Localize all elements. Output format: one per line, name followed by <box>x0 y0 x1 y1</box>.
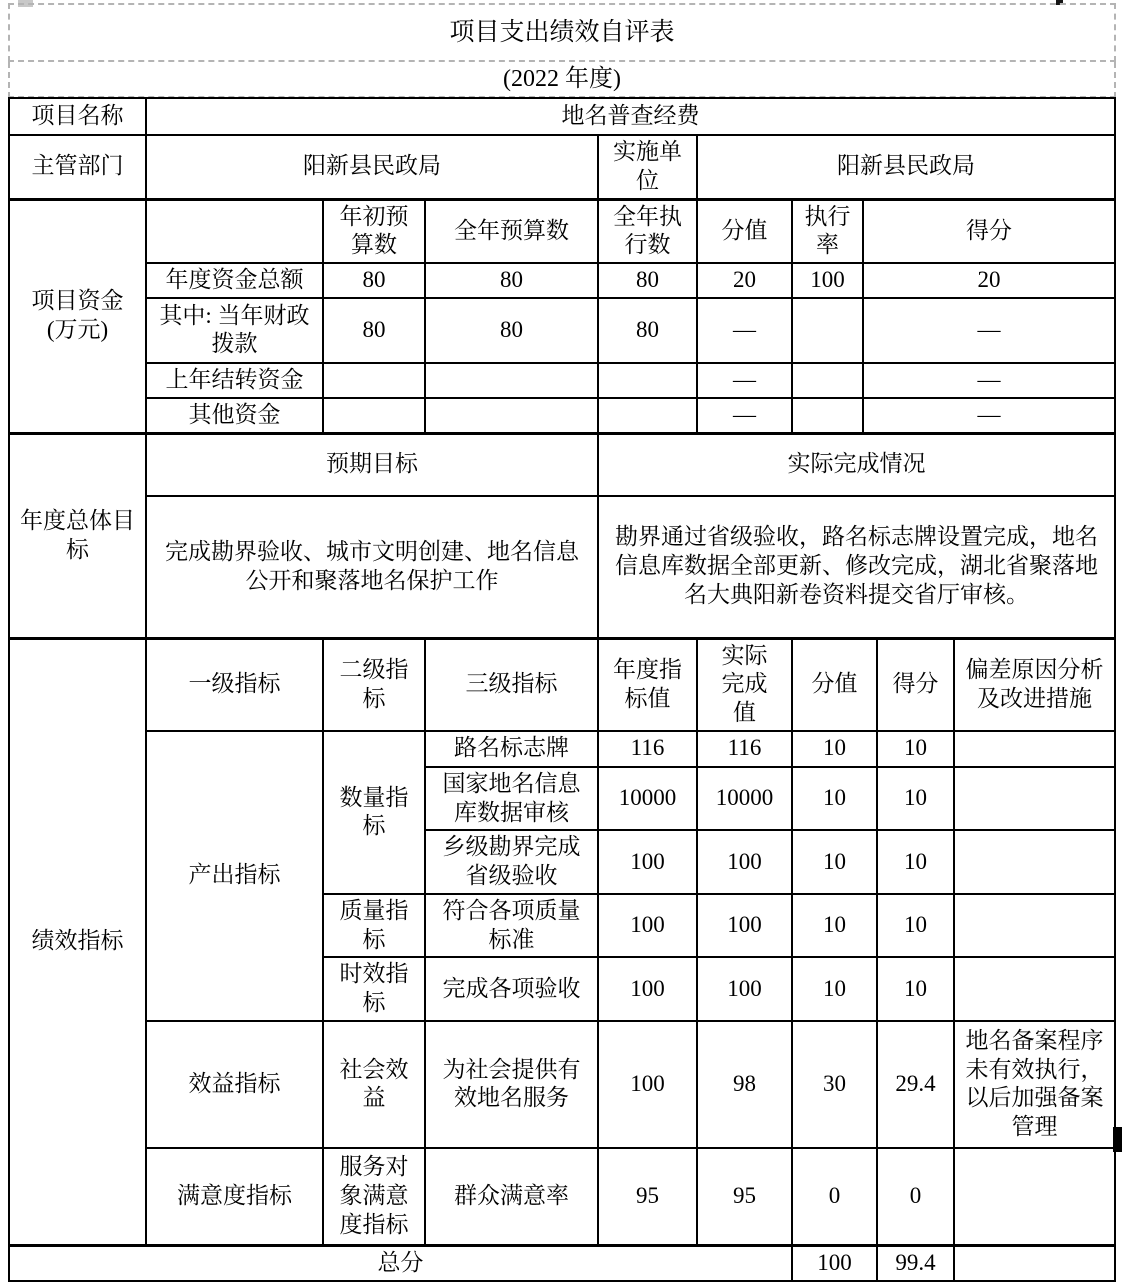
perf-group-benefit: 效益指标 <box>146 1021 323 1148</box>
funding-score: — <box>863 363 1115 398</box>
funding-col-rate: 执行率 <box>792 200 863 264</box>
goal-band <box>8 433 1116 639</box>
funding-band <box>8 199 1116 434</box>
performance-band <box>8 638 1116 1246</box>
perf-l3: 符合各项质量标准 <box>425 894 598 958</box>
table-wrapper <box>8 3 1116 1282</box>
perf-target: 116 <box>598 731 697 767</box>
perf-score: 10 <box>877 894 954 958</box>
perf-group-quality: 质量指标 <box>323 894 425 958</box>
funding-score: — <box>863 398 1115 433</box>
total-label: 总分 <box>9 1246 792 1281</box>
goal-expected-text: 完成勘界验收、城市文明创建、地名信息公开和聚落地名保护工作 <box>146 496 598 638</box>
dept-label: 主管部门 <box>9 135 146 199</box>
perf-l3: 群众满意率 <box>425 1148 598 1245</box>
perf-deviation <box>954 830 1115 894</box>
funding-score: — <box>863 298 1115 363</box>
goal-section-label: 年度总体目标 <box>9 434 146 638</box>
goal-actual-header: 实际完成情况 <box>598 434 1115 496</box>
funding-section-label: 项目资金 (万元) <box>9 200 146 433</box>
perf-actual: 10000 <box>697 767 792 831</box>
funding-col-executed: 全年执行数 <box>598 200 697 264</box>
total-weight: 100 <box>792 1246 877 1281</box>
funding-col-initial: 年初预算数 <box>323 200 425 264</box>
funding-empty-header <box>146 200 323 264</box>
funding-weight: — <box>697 363 792 398</box>
funding-weight: 20 <box>697 263 792 298</box>
perf-score: 10 <box>877 957 954 1021</box>
perf-actual: 116 <box>697 731 792 767</box>
funding-initial <box>323 363 425 398</box>
dept-value: 阳新县民政局 <box>146 135 598 199</box>
funding-col-weight: 分值 <box>697 200 792 264</box>
funding-executed: 80 <box>598 263 697 298</box>
perf-col-l2: 二级指标 <box>323 639 425 731</box>
perf-col-score: 得分 <box>877 639 954 731</box>
funding-weight: — <box>697 298 792 363</box>
funding-row-label: 年度资金总额 <box>146 263 323 298</box>
funding-rate: 100 <box>792 263 863 298</box>
perf-group-quantity: 数量指标 <box>323 731 425 894</box>
perf-actual: 98 <box>697 1021 792 1148</box>
perf-group-timeliness: 时效指标 <box>323 957 425 1021</box>
table-row <box>9 363 1115 398</box>
perf-score: 10 <box>877 830 954 894</box>
perf-l3: 完成各项验收 <box>425 957 598 1021</box>
funding-score: 20 <box>863 263 1115 298</box>
perf-l3: 国家地名信息库数据审核 <box>425 767 598 831</box>
total-score: 99.4 <box>877 1246 954 1281</box>
total-deviation-empty <box>954 1246 1115 1281</box>
perf-deviation: 地名备案程序未有效执行，以后加强备案管理 <box>954 1021 1115 1148</box>
project-name-value: 地名普查经费 <box>146 98 1115 135</box>
table-row <box>9 398 1115 433</box>
perf-col-l1: 一级指标 <box>146 639 323 731</box>
perf-weight: 10 <box>792 830 877 894</box>
funding-annual <box>425 363 598 398</box>
perf-group-satisfaction: 满意度指标 <box>146 1148 323 1245</box>
perf-deviation <box>954 731 1115 767</box>
performance-section-label: 绩效指标 <box>9 639 146 1245</box>
impl-unit-label: 实施单位 <box>598 135 697 199</box>
table-row <box>9 263 1115 298</box>
funding-initial <box>323 398 425 433</box>
funding-rate <box>792 363 863 398</box>
goal-expected-header: 预期目标 <box>146 434 598 496</box>
impl-unit-value: 阳新县民政局 <box>697 135 1115 199</box>
perf-l3: 乡级勘界完成省级验收 <box>425 830 598 894</box>
perf-deviation <box>954 767 1115 831</box>
perf-actual: 100 <box>697 894 792 958</box>
perf-target: 95 <box>598 1148 697 1245</box>
funding-weight: — <box>697 398 792 433</box>
perf-score: 10 <box>877 767 954 831</box>
doc-subtitle: (2022 年度) <box>9 61 1115 97</box>
perf-col-actual-text: 实际完成值 <box>721 642 768 725</box>
perf-target: 100 <box>598 957 697 1021</box>
perf-weight: 10 <box>792 894 877 958</box>
perf-col-weight: 分值 <box>792 639 877 731</box>
perf-col-deviation: 偏差原因分析及改进措施 <box>954 639 1115 731</box>
header-band <box>8 97 1116 200</box>
funding-rate <box>792 298 863 363</box>
doc-title: 项目支出绩效自评表 <box>9 4 1115 61</box>
funding-row-label: 上年结转资金 <box>146 363 323 398</box>
funding-col-score: 得分 <box>863 200 1115 264</box>
perf-deviation <box>954 957 1115 1021</box>
perf-col-target: 年度指标值 <box>598 639 697 731</box>
project-name-label: 项目名称 <box>9 98 146 135</box>
perf-score: 0 <box>877 1148 954 1245</box>
perf-actual: 95 <box>697 1148 792 1245</box>
perf-col-actual <box>697 639 792 731</box>
perf-deviation <box>954 894 1115 958</box>
perf-col-l3: 三级指标 <box>425 639 598 731</box>
table-row <box>9 1021 1115 1148</box>
perf-weight: 0 <box>792 1148 877 1245</box>
perf-deviation <box>954 1148 1115 1245</box>
perf-actual: 100 <box>697 957 792 1021</box>
perf-target: 10000 <box>598 767 697 831</box>
funding-annual <box>425 398 598 433</box>
table-row <box>9 731 1115 767</box>
perf-l3: 路名标志牌 <box>425 731 598 767</box>
perf-score: 10 <box>877 731 954 767</box>
perf-weight: 10 <box>792 731 877 767</box>
perf-group-social: 社会效益 <box>323 1021 425 1148</box>
perf-group-output: 产出指标 <box>146 731 323 1021</box>
perf-l3: 为社会提供有效地名服务 <box>425 1021 598 1148</box>
funding-col-annual: 全年预算数 <box>425 200 598 264</box>
funding-executed <box>598 363 697 398</box>
funding-annual: 80 <box>425 263 598 298</box>
funding-row-label: 其他资金 <box>146 398 323 433</box>
perf-score: 29.4 <box>877 1021 954 1148</box>
title-block <box>8 3 1116 98</box>
perf-target: 100 <box>598 894 697 958</box>
perf-group-service: 服务对象满意度指标 <box>323 1148 425 1245</box>
perf-weight: 30 <box>792 1021 877 1148</box>
funding-row-label: 其中: 当年财政拨款 <box>146 298 323 363</box>
perf-target: 100 <box>598 1021 697 1148</box>
goal-actual-text: 勘界通过省级验收，路名标志牌设置完成，地名信息库数据全部更新、修改完成，湖北省聚落地名大典阳新卷资料提交省厅审核。 <box>598 496 1115 638</box>
table-row <box>9 1148 1115 1245</box>
funding-annual: 80 <box>425 298 598 363</box>
perf-weight: 10 <box>792 767 877 831</box>
perf-weight: 10 <box>792 957 877 1021</box>
perf-actual: 100 <box>697 830 792 894</box>
funding-rate <box>792 398 863 433</box>
table-row <box>9 298 1115 363</box>
funding-initial: 80 <box>323 298 425 363</box>
funding-executed <box>598 398 697 433</box>
perf-target: 100 <box>598 830 697 894</box>
total-band <box>8 1245 1116 1282</box>
funding-initial: 80 <box>323 263 425 298</box>
funding-executed: 80 <box>598 298 697 363</box>
